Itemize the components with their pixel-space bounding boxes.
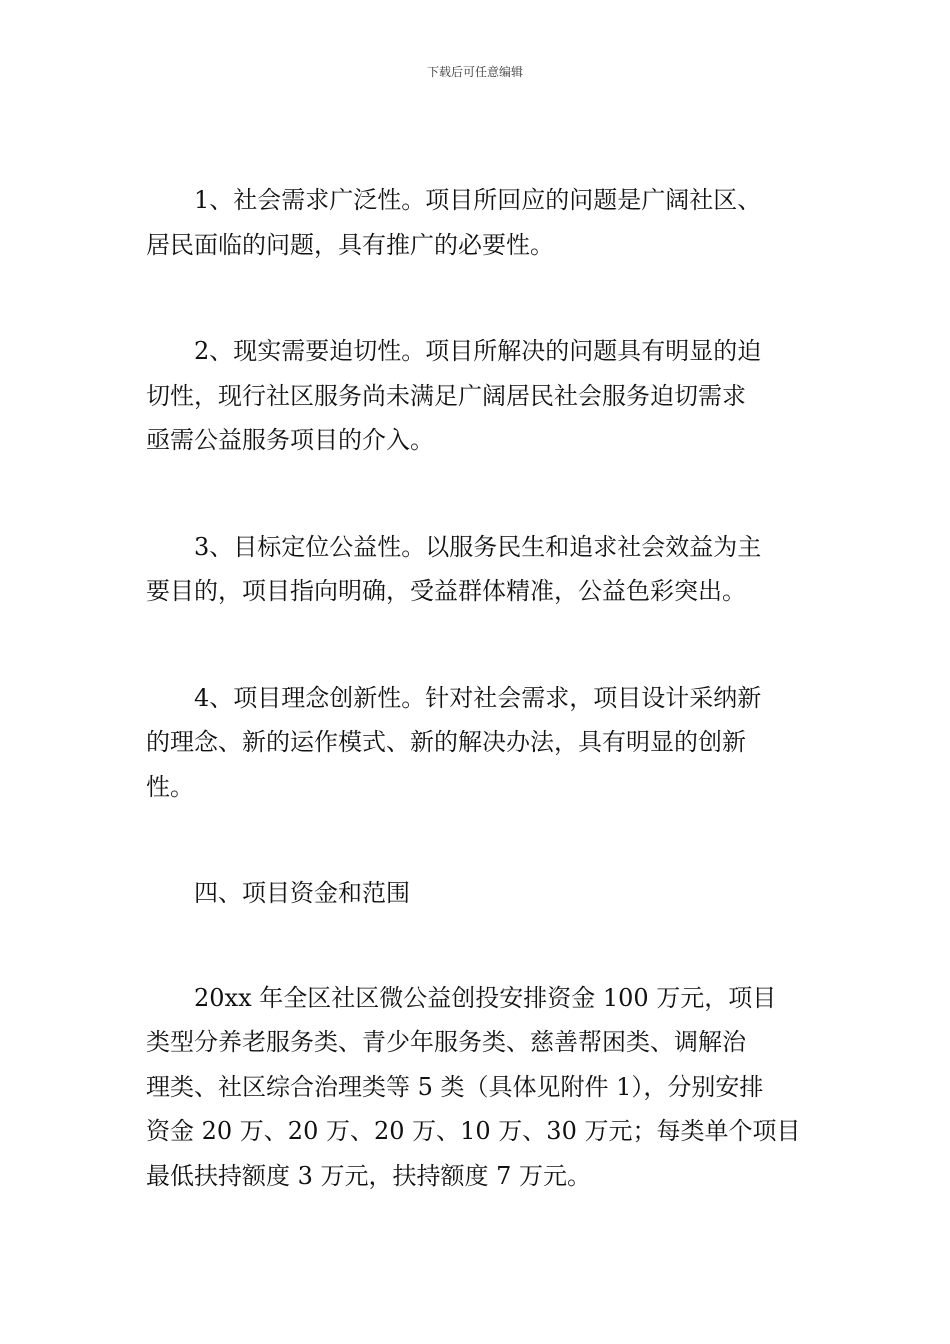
paragraph-line: 居民面临的问题，具有推广的必要性。: [146, 230, 554, 259]
paragraph-2: [146, 329, 806, 463]
paragraph-gap: [146, 916, 806, 976]
section-heading: [146, 871, 806, 916]
paragraph-line: 性。: [146, 772, 194, 801]
page-header: 下载后可任意编辑: [426, 65, 523, 79]
paragraph-gap: [146, 463, 806, 525]
paragraph-line: 资金 20 万、20 万、20 万、10 万、30 万元；每类单个项目: [146, 1117, 801, 1145]
document-body: [146, 178, 806, 1198]
paragraph-line: 1、社会需求广泛性。项目所回应的问题是广阔社区、: [194, 186, 762, 214]
paragraph-line: 理类、社区综合治理类等 5 类（具体见附件 1），分别安排: [146, 1072, 764, 1101]
paragraph-line: 2、现实需要迫切性。项目所解决的问题具有明显的迫: [194, 337, 762, 365]
paragraph-gap: [146, 614, 806, 676]
paragraph-line: 3、目标定位公益性。以服务民生和追求社会效益为主: [194, 532, 762, 561]
paragraph-line: 的理念、新的运作模式、新的解决办法，具有明显的创新: [146, 728, 746, 756]
paragraph-line: 要目的，项目指向明确，受益群体精准，公益色彩突出。: [146, 577, 746, 605]
paragraph-line: 4、项目理念创新性。针对社会需求，项目设计采纳新: [194, 683, 762, 712]
paragraph-gap: [146, 267, 806, 329]
section-heading-text: 四、项目资金和范围: [194, 879, 410, 907]
paragraph-line: 切性，现行社区服务尚未满足广阔居民社会服务迫切需求: [146, 381, 746, 410]
paragraph-1: [146, 178, 806, 267]
paragraph-5: [146, 976, 806, 1199]
paragraph-4: [146, 676, 806, 810]
paragraph-gap: [146, 809, 806, 871]
paragraph-line: 亟需公益服务项目的介入。: [146, 426, 434, 454]
paragraph-line: 类型分养老服务类、青少年服务类、慈善帮困类、调解治: [146, 1028, 746, 1056]
paragraph-line: 最低扶持额度 3 万元，扶持额度 7 万元。: [146, 1161, 592, 1190]
paragraph-line: 20xx 年全区社区微公益创投安排资金 100 万元，项目: [194, 983, 777, 1012]
paragraph-3: [146, 525, 806, 614]
